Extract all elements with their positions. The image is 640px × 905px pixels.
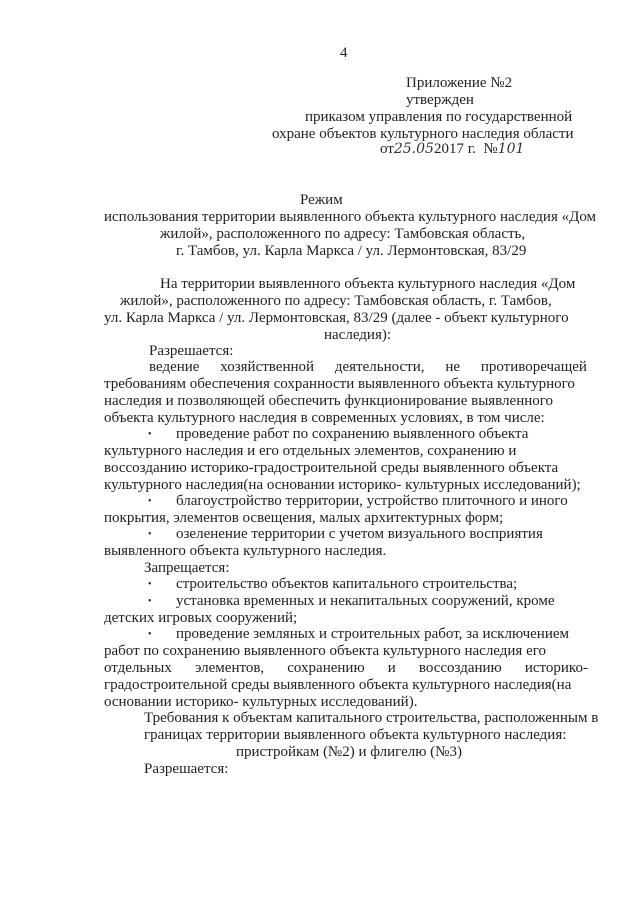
- appendix-label: Приложение №2: [406, 75, 513, 91]
- forbidden-b3-line-3: [104, 660, 588, 677]
- order-line-2: охране объектов культурного наследия области: [272, 126, 574, 142]
- word: историко-: [524, 660, 588, 676]
- requirements-line-2: границах территории выявленного объекта культурного наследия:: [144, 727, 567, 743]
- forbidden-b2-line-1: установка временных и некапитальных сооружений, кроме: [176, 593, 555, 609]
- intro-line-1: На территории выявленного объекта культурного наследия «Дом: [160, 276, 576, 292]
- requirements-line-1: Требования к объектам капитального строительства, расположенным в: [144, 710, 599, 726]
- allowed-b1-line-4: культурного наследия(на основании историко- культурных исследований);: [104, 477, 581, 493]
- forbidden-b3-line-5: основании историко- культурных исследований).: [104, 694, 418, 710]
- allowed-p1-line-4: объекта культурного наследия в современных условиях, в том числе:: [104, 410, 545, 426]
- requirements-allowed-heading: Разрешается:: [144, 761, 229, 777]
- bullet-icon: •: [148, 429, 152, 440]
- allowed-heading: Разрешается:: [149, 343, 234, 359]
- word: хозяйственной: [220, 359, 315, 375]
- handwritten-number: 101: [497, 141, 525, 157]
- bullet-icon: •: [148, 579, 152, 590]
- title-line-3: г. Тамбов, ул. Карла Маркса / ул. Лермонтовская, 83/29: [176, 243, 527, 259]
- intro-line-3: ул. Карла Маркса / ул. Лермонтовская, 83/29 (далее - объект культурного: [104, 310, 569, 326]
- bullet-icon: •: [148, 529, 152, 540]
- requirements-line-3: пристройкам (№2) и флигелю (№3): [236, 744, 462, 760]
- forbidden-b2-line-2: детских игровых сооружений;: [104, 610, 298, 626]
- forbidden-b3-line-2: работ по сохранению выявленного объекта культурного наследия его: [104, 643, 547, 659]
- allowed-p1-line-2: требованиям обеспечения сохранности выявленного объекта культурного: [104, 376, 575, 392]
- forbidden-b3-line-4: градостроительной среды выявленного объекта культурного наследия(на: [104, 677, 572, 693]
- bullet-icon: •: [148, 596, 152, 607]
- word: не: [445, 359, 460, 375]
- word: сохранению: [287, 660, 365, 676]
- allowed-b1-line-3: воссозданию историко-градостроительной среды выявленного объекта: [104, 460, 559, 476]
- allowed-b1-line-1: проведение работ по сохранению выявленного объекта: [176, 426, 529, 442]
- forbidden-b3-line-1: проведение земляных и строительных работ, за исключением: [176, 626, 569, 642]
- allowed-b2-line-1: благоустройство территории, устройство плиточного и иного: [176, 493, 568, 509]
- page-number: 4: [340, 45, 348, 61]
- word: деятельности,: [334, 359, 425, 375]
- intro-line-4: наследия):: [324, 327, 392, 343]
- bullet-icon: •: [148, 629, 152, 640]
- allowed-b3-line-2: выявленного объекта культурного наследия.: [104, 543, 387, 559]
- word: ведение: [149, 359, 200, 375]
- word: противоречащей: [480, 359, 587, 375]
- allowed-p1-line-1: [149, 359, 587, 376]
- forbidden-heading: Запрещается:: [144, 560, 230, 576]
- approved-label: утвержден: [406, 92, 474, 108]
- word: элементов,: [194, 660, 265, 676]
- bullet-icon: •: [148, 496, 152, 507]
- title-line-1: использования территории выявленного объекта культурного наследия «Дом: [104, 209, 597, 225]
- allowed-p1-line-3: наследия и позволяющей обеспечить функционирование выявленного: [104, 393, 554, 409]
- allowed-b1-line-2: культурного наследия и его отдельных элементов, сохранению и: [104, 443, 517, 459]
- word: воссозданию: [418, 660, 502, 676]
- date-year: 2017 г.: [433, 141, 476, 157]
- number-prefix: №: [483, 141, 498, 157]
- order-date-line: [380, 141, 524, 158]
- date-prefix: от: [380, 141, 394, 157]
- allowed-b2-line-2: покрытия, элементов освещения, малых архитектурных форм;: [104, 510, 504, 526]
- word: отдельных: [104, 660, 172, 676]
- intro-line-2: жилой», расположенного по адресу: Тамбовская область, г. Тамбов,: [120, 293, 552, 309]
- allowed-b3-line-1: озеленение территории с учетом визуального восприятия: [176, 526, 543, 542]
- order-line-1: приказом управления по государственной: [305, 109, 573, 125]
- word: и: [387, 660, 396, 676]
- title-heading: Режим: [300, 192, 343, 208]
- forbidden-b1: строительство объектов капитального строительства;: [176, 576, 518, 592]
- title-line-2: жилой», расположенного по адресу: Тамбовская область,: [160, 226, 526, 242]
- handwritten-date: 25.05: [393, 141, 434, 157]
